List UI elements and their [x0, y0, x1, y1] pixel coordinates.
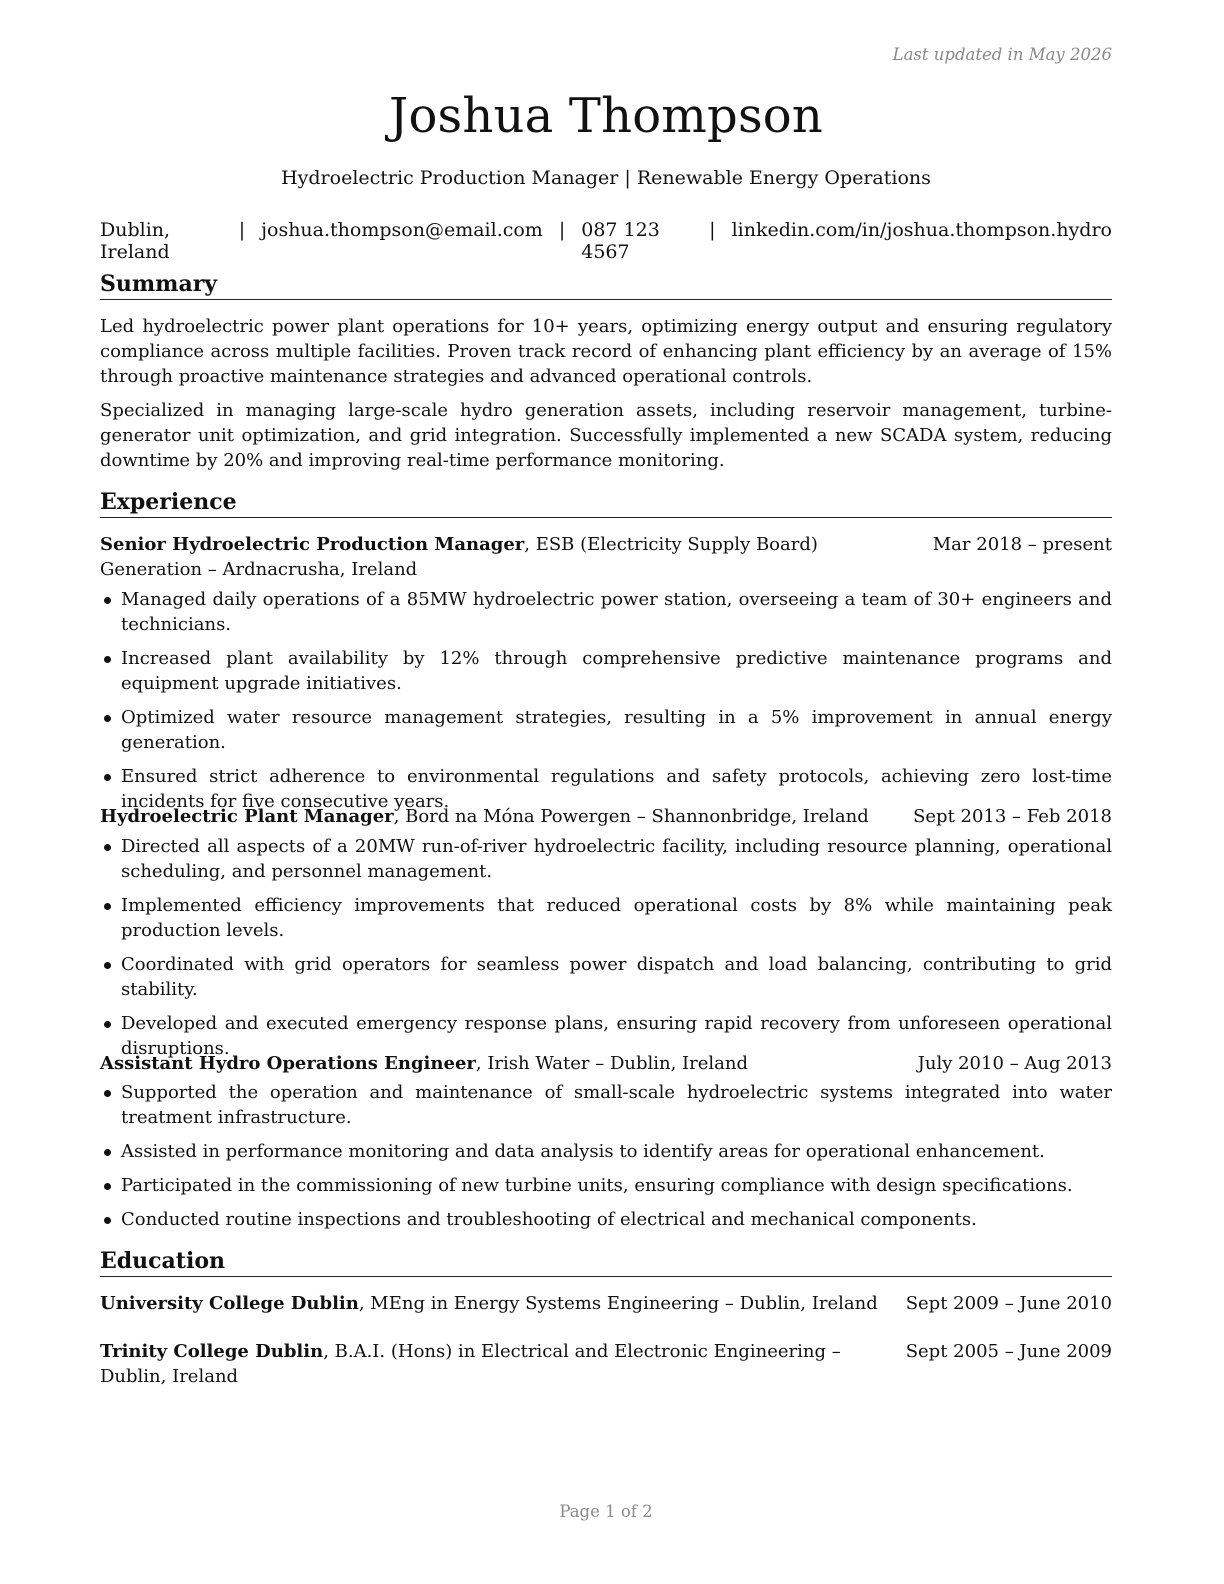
- job-bullets: [100, 587, 1112, 823]
- bullet-item: Directed all aspects of a 20MW run-of-river hydroelectric facility, including resource planning, operational scheduling, and personnel management.: [100, 834, 1112, 884]
- education-dates: Sept 2005 – June 2009: [905, 1341, 1112, 1362]
- contact-separator: |: [709, 219, 716, 241]
- contact-linkedin-link[interactable]: linkedin.com/in/joshua.thompson.hydro: [731, 219, 1112, 241]
- bullet-item: Developed and executed emergency response plans, ensuring rapid recovery from unforeseen operational disruptions.: [100, 1011, 1112, 1061]
- job-bullets: [100, 834, 1112, 1070]
- job-org: , ESB (Electricity Supply Board) Generation – Ardnacrusha, Ireland: [100, 534, 818, 580]
- job-role: Senior Hydroelectric Production Manager: [100, 534, 525, 555]
- bullet-item: Participated in the commissioning of new turbine units, ensuring compliance with design specifications.: [100, 1173, 1112, 1198]
- section-title-summary: Summary: [100, 271, 1112, 300]
- summary-paragraph: Specialized in managing large-scale hydro generation assets, including reservoir management, turbine-generator unit optimization, and grid integration. Successfully implemented a new SCADA system, reducing downtime by 20% and improving real-time performance monitoring.: [100, 400, 1112, 471]
- contact-email-link[interactable]: joshua.thompson@email.com: [261, 219, 543, 241]
- bullet-item: Conducted routine inspections and troubleshooting of electrical and mechanical components.: [100, 1207, 1112, 1232]
- education-school: Trinity College Dublin: [100, 1341, 324, 1362]
- section-title-education: Education: [100, 1248, 1112, 1277]
- contact-line: [100, 219, 1112, 263]
- page-number: Page 1 of 2: [559, 1502, 653, 1521]
- last-updated-note: Last updated in May 2026: [892, 45, 1112, 64]
- bullet-item: Assisted in performance monitoring and data analysis to identify areas for operational enhancement.: [100, 1139, 1112, 1164]
- education-title-line: [100, 1339, 890, 1389]
- bullet-item: Ensured strict adherence to environmental regulations and safety protocols, achieving zero lost-time incidents for five consecutive years.: [100, 764, 1112, 814]
- job-title-line: [100, 804, 890, 829]
- job-header: [100, 532, 1112, 582]
- education-detail: , B.A.I. (Hons) in Electrical and Electronic Engineering – Dublin, Ireland: [100, 1341, 841, 1387]
- education-item: [100, 1339, 1112, 1389]
- section-title-experience: Experience: [100, 489, 1112, 518]
- job-header: [100, 1051, 1112, 1076]
- resume-page: [100, 0, 1112, 1584]
- education-title-line: [100, 1291, 890, 1316]
- job-dates: Mar 2018 – present: [932, 534, 1112, 555]
- job-title-line: [100, 1051, 890, 1076]
- job-org: , Bord na Móna Powergen – Shannonbridge, Ireland: [393, 806, 869, 827]
- job-role: Hydroelectric Plant Manager: [100, 806, 394, 827]
- job-bullets: [100, 1080, 1112, 1241]
- job-title-line: [100, 532, 890, 582]
- headline: Hydroelectric Production Manager | Renewable Energy Operations: [281, 167, 931, 189]
- bullet-item: Implemented efficiency improvements that reduced operational costs by 8% while maintaining peak production levels.: [100, 893, 1112, 943]
- summary-paragraph: Led hydroelectric power plant operations for 10+ years, optimizing energy output and ensuring regulatory compliance across multiple facilities. Proven track record of enhancing plant efficiency by an average of 15% through proactive maintenance strategies and advanced operational controls.: [100, 316, 1112, 387]
- bullet-item: Supported the operation and maintenance of small-scale hydroelectric systems integrated into water treatment infrastructure.: [100, 1080, 1112, 1130]
- job-header: [100, 804, 1112, 829]
- education-school: University College Dublin: [100, 1293, 359, 1314]
- job-dates: July 2010 – Aug 2013: [917, 1053, 1112, 1074]
- contact-phone: 087 123 4567: [581, 219, 660, 263]
- contact-separator: |: [238, 219, 246, 241]
- education-detail: , MEng in Energy Systems Engineering – Dublin, Ireland: [358, 1293, 878, 1314]
- candidate-name: Joshua Thompson: [389, 88, 823, 144]
- contact-location: Dublin, Ireland: [100, 219, 171, 263]
- bullet-item: Managed daily operations of a 85MW hydroelectric power station, overseeing a team of 30+ engineers and technicians.: [100, 587, 1112, 637]
- bullet-item: Optimized water resource management strategies, resulting in a 5% improvement in annual energy generation.: [100, 705, 1112, 755]
- bullet-item: Increased plant availability by 12% through comprehensive predictive maintenance programs and equipment upgrade initiatives.: [100, 646, 1112, 696]
- bullet-item: Coordinated with grid operators for seamless power dispatch and load balancing, contributing to grid stability.: [100, 952, 1112, 1002]
- job-dates: Sept 2013 – Feb 2018: [913, 806, 1112, 827]
- contact-separator: |: [558, 219, 566, 241]
- job-org: , Irish Water – Dublin, Ireland: [475, 1053, 749, 1074]
- education-dates: Sept 2009 – June 2010: [905, 1293, 1112, 1314]
- job-role: Assistant Hydro Operations Engineer: [100, 1053, 476, 1074]
- education-item: [100, 1291, 1112, 1316]
